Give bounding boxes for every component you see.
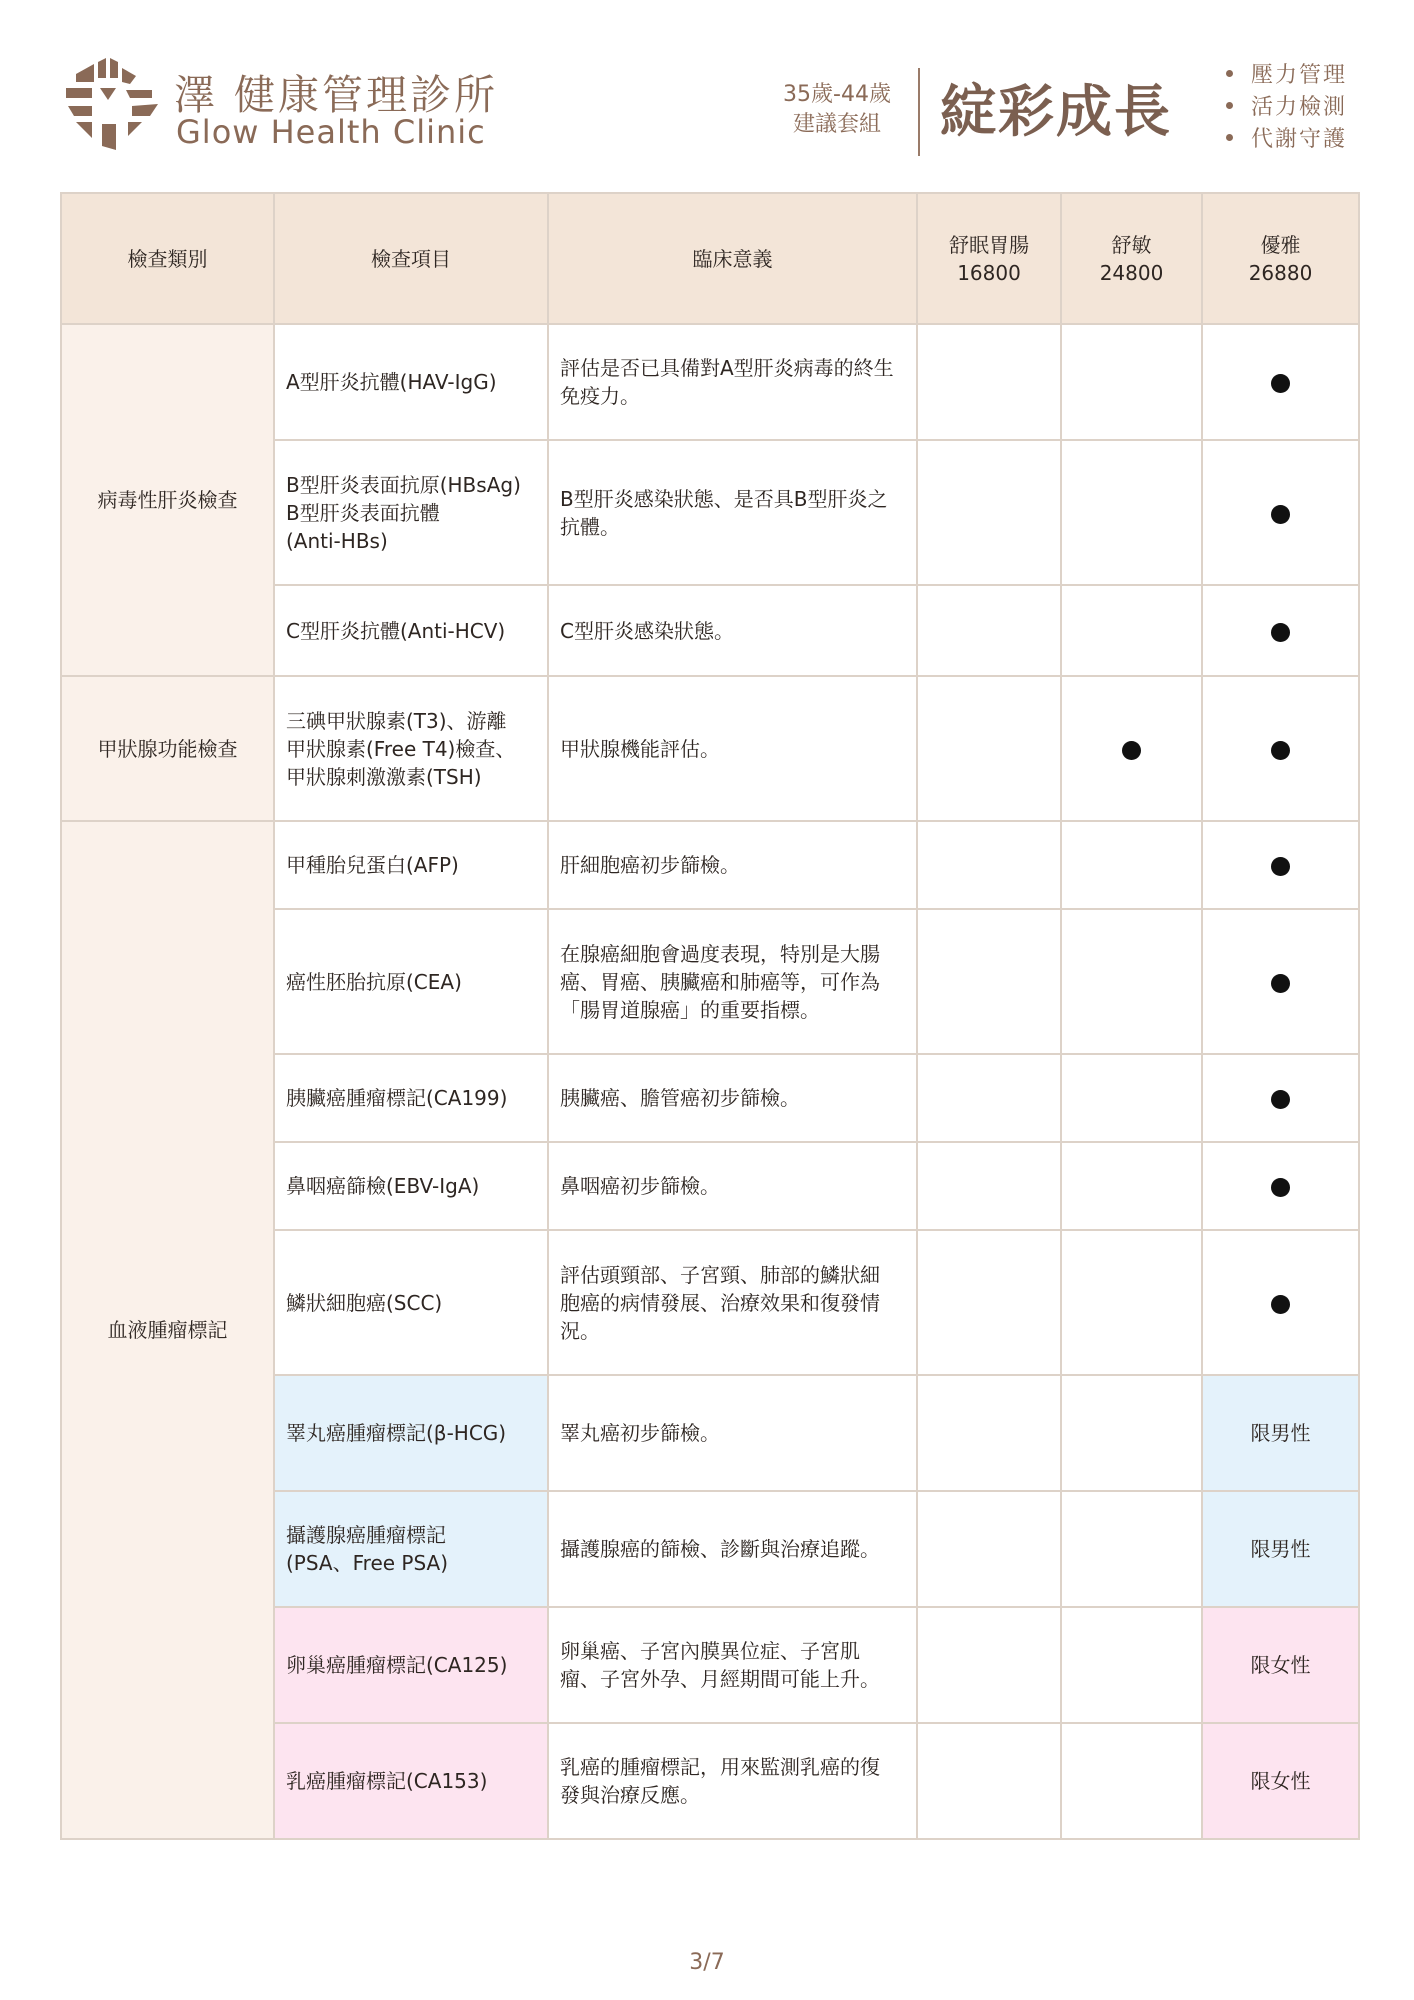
category-cell-thyroid: 甲狀腺功能檢查 xyxy=(61,676,274,821)
exam-item-line: 乳癌腫瘤標記(CA153) xyxy=(286,1769,488,1793)
exam-item-line: C型肝炎抗體(Anti-HCV) xyxy=(286,618,506,643)
clinical-meaning-cell xyxy=(548,585,917,676)
exam-item-line: B型肝炎表面抗原(HBsAg) xyxy=(286,472,521,497)
gender-limit-label: 限女性 xyxy=(1250,1653,1311,1677)
plan-1-cell xyxy=(917,1375,1061,1491)
plan-3-cell xyxy=(1202,676,1359,821)
page-header xyxy=(0,0,1414,185)
exam-item-line: 胰臟癌腫瘤標記(CA199) xyxy=(286,1086,508,1110)
included-dot-icon xyxy=(1271,623,1290,642)
feature-label: 壓力管理 xyxy=(1251,63,1348,88)
clinical-meaning-line: 胰臟癌、膽管癌初步篩檢。 xyxy=(560,1086,800,1110)
package-title: 綻彩成長 xyxy=(940,80,1172,145)
plan-1-cell xyxy=(917,676,1061,821)
plan-1-cell xyxy=(917,909,1061,1054)
plan-2-cell xyxy=(1061,676,1202,821)
plan-2-cell xyxy=(1061,440,1202,585)
clinical-meaning-cell xyxy=(548,1230,917,1375)
exam-item-line: (Anti-HBs) xyxy=(286,528,388,553)
plan-2-cell xyxy=(1061,1054,1202,1142)
plan-1-cell xyxy=(917,585,1061,676)
plan-3-cell xyxy=(1202,585,1359,676)
exam-item-cell xyxy=(274,1054,548,1142)
exam-item-cell xyxy=(274,1230,548,1375)
plan-3-cell xyxy=(1202,324,1359,440)
exam-item-line: 甲種胎兒蛋白(AFP) xyxy=(286,853,459,877)
plan-2-cell xyxy=(1061,1230,1202,1375)
clinical-meaning-cell xyxy=(548,909,917,1054)
clinical-meaning-line: 瘤、子宮外孕、月經期間可能上升。 xyxy=(560,1667,880,1691)
plan-2-cell xyxy=(1061,1723,1202,1839)
clinic-name-en: Glow Health Clinic xyxy=(176,113,486,151)
plan-2-name: 舒敏 xyxy=(1111,232,1152,257)
exam-table xyxy=(60,192,1360,1840)
exam-item-cell xyxy=(274,1723,548,1839)
exam-item-cell xyxy=(274,821,548,909)
plan-2-cell xyxy=(1061,1142,1202,1230)
table-row xyxy=(61,676,1359,821)
plan-1-price: 16800 xyxy=(957,260,1021,285)
clinical-meaning-cell xyxy=(548,440,917,585)
clinical-meaning-line: 鼻咽癌初步篩檢。 xyxy=(560,1174,720,1198)
included-dot-icon xyxy=(1122,741,1141,760)
exam-item-cell xyxy=(274,324,548,440)
exam-item-line: 甲狀腺刺激激素(TSH) xyxy=(286,764,482,789)
exam-item-line: 攝護腺癌腫瘤標記 xyxy=(286,1523,446,1547)
plan-2-cell xyxy=(1061,324,1202,440)
feature-item xyxy=(1226,60,1347,92)
clinical-meaning-cell xyxy=(548,1607,917,1723)
plan-3-name: 優雅 xyxy=(1260,232,1301,257)
exam-item-cell xyxy=(274,909,548,1054)
included-dot-icon xyxy=(1271,1090,1290,1109)
clinic-logo-icon xyxy=(66,54,160,154)
plan-1-name: 舒眠胃腸 xyxy=(949,232,1029,257)
feature-list xyxy=(1226,60,1347,156)
plan-2-cell xyxy=(1061,909,1202,1054)
gender-limit-label: 限女性 xyxy=(1250,1769,1311,1793)
plan-3-cell xyxy=(1202,1230,1359,1375)
clinical-meaning-cell xyxy=(548,1723,917,1839)
header-item: 檢查項目 xyxy=(274,193,548,324)
header-plan-1 xyxy=(917,193,1061,324)
clinical-meaning-line: C型肝炎感染狀態。 xyxy=(560,618,734,643)
clinical-meaning-cell xyxy=(548,324,917,440)
table-body xyxy=(61,324,1359,1839)
plan-3-price: 26880 xyxy=(1248,260,1313,285)
clinical-meaning-line: 卵巢癌、子宮內膜異位症、子宮肌 xyxy=(560,1639,860,1663)
exam-item-line: 甲狀腺素(Free T4)檢查、 xyxy=(286,736,516,761)
plan-1-cell xyxy=(917,821,1061,909)
exam-item-line: B型肝炎表面抗體 xyxy=(286,500,440,525)
bullet-icon xyxy=(1226,102,1233,109)
clinical-meaning-line: 況。 xyxy=(560,1318,600,1343)
plan-1-cell xyxy=(917,1607,1061,1723)
clinical-meaning-cell xyxy=(548,1491,917,1607)
feature-label: 活力檢測 xyxy=(1251,95,1348,120)
header-divider xyxy=(918,68,920,156)
included-dot-icon xyxy=(1271,505,1290,524)
clinical-meaning-line: 攝護腺癌的篩檢、診斷與治療追蹤。 xyxy=(560,1537,880,1561)
header-meaning: 臨床意義 xyxy=(548,193,917,324)
clinic-name-zh: 澤 健康管理診所 xyxy=(174,71,499,119)
gender-limit-label: 限男性 xyxy=(1250,1421,1311,1445)
plan-1-cell xyxy=(917,324,1061,440)
plan-1-cell xyxy=(917,1054,1061,1142)
clinical-meaning-line: 評估頭頸部、子宮頸、肺部的鱗狀細 xyxy=(560,1262,880,1287)
plan-1-cell xyxy=(917,1491,1061,1607)
exam-item-line: 鱗狀細胞癌(SCC) xyxy=(286,1290,443,1315)
bullet-icon xyxy=(1226,70,1233,77)
plan-1-cell xyxy=(917,1142,1061,1230)
plan-2-cell xyxy=(1061,585,1202,676)
plan-3-cell xyxy=(1202,440,1359,585)
feature-item xyxy=(1226,92,1347,124)
exam-item-line: 睪丸癌腫瘤標記(β-HCG) xyxy=(286,1421,507,1445)
clinical-meaning-line: B型肝炎感染狀態、是否具B型肝炎之抗體。 xyxy=(560,486,888,539)
included-dot-icon xyxy=(1271,974,1290,993)
clinical-meaning-line: 肝細胞癌初步篩檢。 xyxy=(560,853,740,877)
exam-item-cell xyxy=(274,1607,548,1723)
clinical-meaning-cell xyxy=(548,821,917,909)
set-label: 建議套組 xyxy=(792,112,881,137)
clinical-meaning-cell xyxy=(548,1054,917,1142)
clinical-meaning-cell xyxy=(548,676,917,821)
plan-2-cell xyxy=(1061,1607,1202,1723)
table-header-row xyxy=(61,193,1359,324)
clinical-meaning-line: 癌、胃癌、胰臟癌和肺癌等，可作為 xyxy=(560,969,880,994)
plan-3-cell xyxy=(1202,821,1359,909)
plan-2-cell xyxy=(1061,1375,1202,1491)
clinical-meaning-line: 「腸胃道腺癌」的重要指標。 xyxy=(560,997,820,1022)
included-dot-icon xyxy=(1271,374,1290,393)
included-dot-icon xyxy=(1271,1295,1290,1314)
bullet-icon xyxy=(1226,134,1233,141)
plan-3-cell xyxy=(1202,909,1359,1054)
exam-item-line: 卵巢癌腫瘤標記(CA125) xyxy=(286,1653,508,1677)
clinical-meaning-line: 胞癌的病情發展、治療效果和復發情 xyxy=(560,1290,880,1315)
header-category: 檢查類別 xyxy=(61,193,274,324)
clinical-meaning-line: 乳癌的腫瘤標記，用來監測乳癌的復 xyxy=(560,1755,880,1779)
exam-item-cell xyxy=(274,676,548,821)
exam-item-cell xyxy=(274,440,548,585)
exam-item-cell xyxy=(274,1375,548,1491)
plan-2-cell xyxy=(1061,821,1202,909)
plan-2-price: 24800 xyxy=(1099,260,1164,285)
plan-3-cell xyxy=(1202,1375,1359,1491)
clinical-meaning-cell xyxy=(548,1142,917,1230)
category-cell-hepatitis: 病毒性肝炎檢查 xyxy=(61,324,274,676)
included-dot-icon xyxy=(1271,857,1290,876)
plan-3-cell xyxy=(1202,1607,1359,1723)
clinical-meaning-line: 評估是否已具備對A型肝炎病毒的終生免疫力。 xyxy=(560,356,894,408)
plan-1-cell xyxy=(917,440,1061,585)
plan-3-cell xyxy=(1202,1491,1359,1607)
clinical-meaning-line: 在腺癌細胞會過度表現，特別是大腸 xyxy=(560,941,880,966)
feature-item xyxy=(1226,124,1347,156)
included-dot-icon xyxy=(1271,741,1290,760)
exam-item-line: 癌性胚胎抗原(CEA) xyxy=(286,969,462,994)
plan-1-cell xyxy=(917,1723,1061,1839)
clinical-meaning-line: 睪丸癌初步篩檢。 xyxy=(560,1421,720,1445)
exam-item-line: (PSA、Free PSA) xyxy=(286,1551,449,1575)
page-number: 3/7 xyxy=(689,1950,725,1975)
table-row xyxy=(61,821,1359,909)
exam-item-cell xyxy=(274,1491,548,1607)
plan-3-cell xyxy=(1202,1054,1359,1142)
header-plan-2 xyxy=(1061,193,1202,324)
category-cell-tumor: 血液腫瘤標記 xyxy=(61,821,274,1839)
plan-1-cell xyxy=(917,1230,1061,1375)
table-row xyxy=(61,324,1359,440)
clinical-meaning-line: 甲狀腺機能評估。 xyxy=(560,736,720,761)
age-range xyxy=(772,80,902,140)
plan-3-cell xyxy=(1202,1142,1359,1230)
exam-item-cell xyxy=(274,585,548,676)
exam-item-line: 鼻咽癌篩檢(EBV-IgA) xyxy=(286,1174,480,1198)
header-plan-3 xyxy=(1202,193,1359,324)
clinical-meaning-cell xyxy=(548,1375,917,1491)
exam-item-line: A型肝炎抗體(HAV-IgG) xyxy=(286,370,497,394)
age-range-label: 35歲-44歲 xyxy=(783,82,891,107)
exam-item-cell xyxy=(274,1142,548,1230)
exam-item-line: 三碘甲狀腺素(T3)、游離 xyxy=(286,708,507,733)
gender-limit-label: 限男性 xyxy=(1250,1537,1311,1561)
plan-2-cell xyxy=(1061,1491,1202,1607)
feature-label: 代謝守護 xyxy=(1251,127,1348,152)
plan-3-cell xyxy=(1202,1723,1359,1839)
included-dot-icon xyxy=(1271,1178,1290,1197)
clinical-meaning-line: 發與治療反應。 xyxy=(560,1783,700,1807)
